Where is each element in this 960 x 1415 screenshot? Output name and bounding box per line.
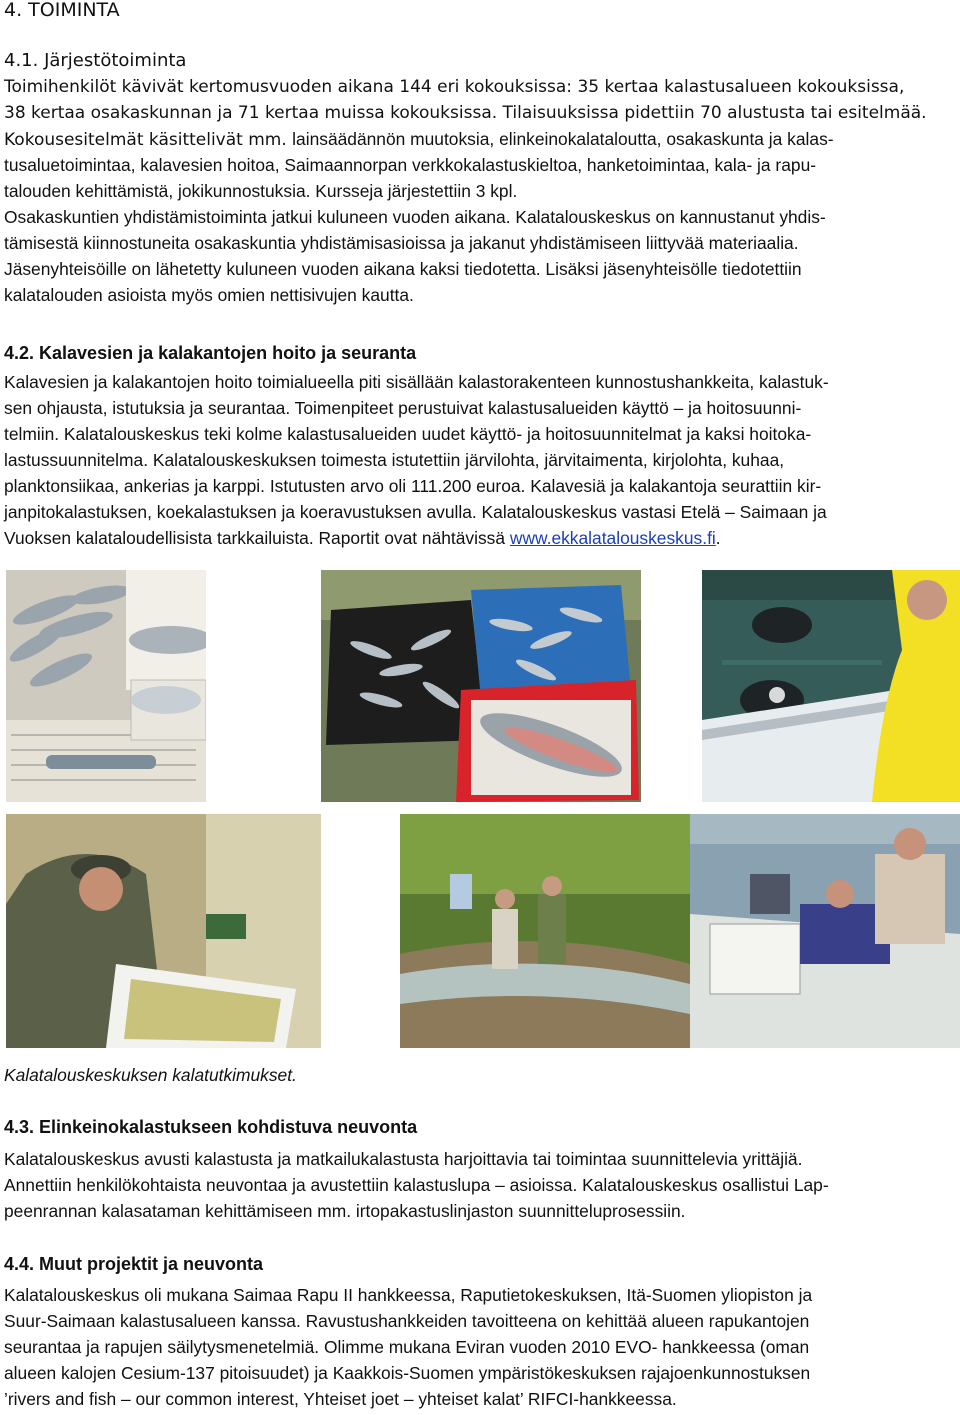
section-4-3-body bbox=[4, 1146, 956, 1224]
paragraph-line: planktonsiikaa, ankerias ja karppi. Istutusten arvo oli 111.200 euroa. Kalavesiä ja kalakantoja seurattiin kir- bbox=[4, 476, 822, 496]
paragraph-line: lastussuunnitelma. Kalatalouskeskuksen toimesta istutettiin järvilohta, järvitaimenta, kirjolohta, kuhaa, bbox=[4, 450, 785, 470]
section-4-4-body bbox=[4, 1282, 956, 1412]
paragraph-line: tämisestä kiinnostuneita osakaskuntia yhdistämisasioissa ja jakanut yhdistämiseen liittyvää materiaalia. bbox=[4, 233, 799, 253]
paragraph-line: telmiin. Kalatalouskeskus teki kolme kalastusalueiden uudet käyttö- ja hoitosuunnitelmat ja kaksi hoitoka- bbox=[4, 424, 812, 444]
paragraph-line: talouden kehittämistä, jokikunnostuksia. Kursseja järjestettiin 3 kpl. bbox=[4, 181, 518, 201]
photo-boat-fishing-crew bbox=[690, 814, 960, 1048]
photo-researcher-with-tray bbox=[6, 814, 321, 1048]
line-rest: lainsäädännön muutoksia, elinkeinokalataloutta, osakaskunta ja kalas- bbox=[292, 129, 834, 149]
paragraph-line: Suur-Saimaan kalastusalueen kanssa. Ravustushankkeiden tavoitteena on kehittää alueen rapukantojen bbox=[4, 1311, 810, 1331]
paragraph-line: Kalatalouskeskus oli mukana Saimaa Rapu II hankkeessa, Raputietokeskuksen, Itä-Suomen yliopiston ja bbox=[4, 1285, 813, 1305]
paragraph-line: Toimihenkilöt kävivät kertomusvuoden aikana 144 eri kokouksissa: 35 kertaa kalastusalueen kokouksissa, bbox=[4, 77, 905, 97]
line-text: Vuoksen kalataloudellisista tarkkailuista. Raportit ovat nähtävissä bbox=[4, 528, 510, 548]
paragraph-line: kalatalouden asioista myös omien nettisivujen kautta. bbox=[4, 285, 414, 305]
section-4-2-heading: 4.2. Kalavesien ja kalakantojen hoito ja seuranta bbox=[4, 343, 417, 363]
paragraph-line: sen ohjausta, istutuksia ja seurantaa. Toimenpiteet perustuivat kalastusalueiden käyttö – ja hoitosuunni- bbox=[4, 398, 802, 418]
photo-fish-on-scale bbox=[6, 570, 206, 802]
paragraph-line: janpitokalastuksen, koekalastuksen ja koeravustuksen avulla. Kalatalouskeskus vastasi Etelä – Saimaan ja bbox=[4, 502, 827, 522]
photo-divers-in-lake bbox=[702, 570, 960, 802]
paragraph-line: Kalatalouskeskus avusti kalastusta ja matkailukalastusta harjoittavia tai toimintaa suunnittelevia yrittäjiä. bbox=[4, 1149, 803, 1169]
paragraph-line: peenrannan kalasataman kehittämiseen mm. irtopakastuslinjaston suunnitteluprosessiin. bbox=[4, 1201, 686, 1221]
photo-fish-in-crates bbox=[321, 570, 641, 802]
photo-electrofishing-river bbox=[400, 814, 690, 1048]
line-end: . bbox=[715, 528, 721, 548]
section-4-2-body bbox=[4, 369, 956, 551]
section-4-3-heading: 4.3. Elinkeinokalastukseen kohdistuva neuvonta bbox=[4, 1117, 418, 1137]
section-4-1-body-continued bbox=[4, 152, 956, 308]
section-4-4-heading: 4.4. Muut projektit ja neuvonta bbox=[4, 1254, 264, 1274]
paragraph-line: 38 kertaa osakaskunnan ja 71 kertaa muissa kokouksissa. Tilaisuuksissa pidettiin 70 alustusta tai esitelmää. bbox=[4, 103, 927, 123]
section-4-1-body bbox=[4, 74, 956, 153]
paragraph-line: Kalavesien ja kalakantojen hoito toimialueella piti sisällään kalastorakenteen kunnostushankkeita, kalastuk- bbox=[4, 372, 829, 392]
chapter-title: 4. TOIMINTA bbox=[4, 0, 120, 21]
paragraph-line: Annettiin henkilökohtaista neuvontaa ja avustettiin kalastuslupa – asioissa. Kalatalouskeskus osallistui Lap- bbox=[4, 1175, 829, 1195]
section-4-1-heading: 4.1. Järjestötoiminta bbox=[4, 50, 187, 71]
paragraph-line: alueen kalojen Cesium-137 pitoisuudet) ja Kaakkois-Suomen ympäristökeskuksen rajajoenkunnostuksen bbox=[4, 1363, 811, 1383]
paragraph-line: seurantaa ja rapujen säilytysmenetelmiä. Olimme mukana Eviran vuoden 2010 EVO- hankkeessa (oman bbox=[4, 1337, 810, 1357]
paragraph-line: ’rivers and fish – our common interest, Yhteiset joet – yhteiset kalat’ RIFCI-hankkeessa. bbox=[4, 1389, 677, 1409]
website-link[interactable]: www.ekkalatalouskeskus.fi bbox=[509, 528, 716, 548]
line-start: Kokousesitelmät käsittelivät mm. bbox=[4, 130, 293, 150]
photo-caption: Kalatalouskeskuksen kalatutkimukset. bbox=[4, 1065, 297, 1085]
paragraph-line bbox=[4, 126, 956, 153]
paragraph-line: tusaluetoimintaa, kalavesien hoitoa, Saimaannorpan verkkokalastuskieltoa, hanketoimintaa, kala- ja rapu- bbox=[4, 155, 817, 175]
paragraph-line: Osakaskuntien yhdistämistoiminta jatkui kuluneen vuoden aikana. Kalatalouskeskus on kannustanut yhdis- bbox=[4, 207, 826, 227]
paragraph-line bbox=[4, 525, 956, 551]
paragraph-line: Jäsenyhteisöille on lähetetty kuluneen vuoden aikana kaksi tiedotetta. Lisäksi jäsenyhteisölle tiedotettiin bbox=[4, 259, 802, 279]
